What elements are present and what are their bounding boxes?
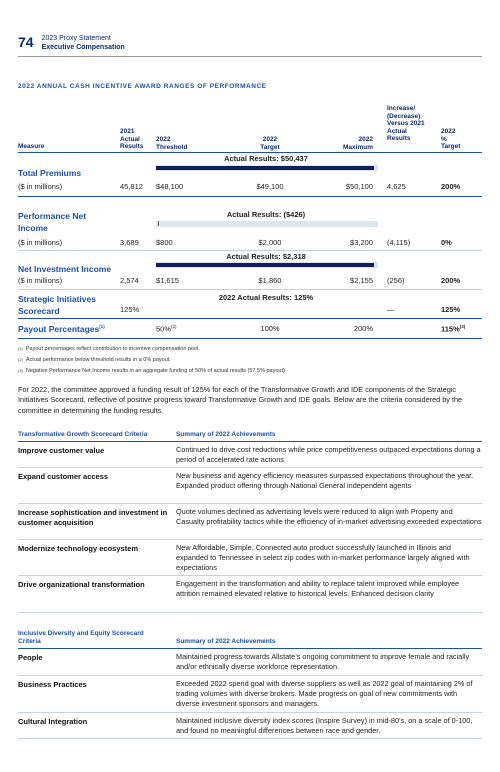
bar-fill-nii — [156, 263, 374, 267]
row-rule — [18, 318, 482, 319]
unit-pni: ($ in millions) — [18, 238, 63, 247]
change-total-premiums: 4,625 — [387, 182, 406, 191]
col-header-measure: Measure — [18, 143, 45, 150]
col-header-change: Increase/ (Decrease) Versus 2021 Actual Results — [387, 105, 425, 142]
pct-target-nii: 200% — [441, 276, 461, 285]
ide-header-criteria: Inclusive Diversity and Equity Scorecard Criteria — [18, 630, 144, 645]
tg-header-rule — [18, 441, 482, 442]
pct-target-sis: 125% — [441, 305, 461, 314]
actual-2021-pni: 3,689 — [120, 238, 139, 247]
tg-criteria: Increase sophistication and investment in customer acquisition — [18, 508, 168, 527]
ide-header-summary: Summary of 2022 Achievements — [176, 638, 276, 645]
row-rule — [18, 575, 482, 576]
footnote: $^{(1)}$ Payout percentages reflect contribution to incentive compensation pool. — [18, 346, 200, 352]
change-sis: — — [387, 305, 395, 314]
ide-summary: Maintained inclusive diversity index scores (Inspire Survey) in mid-80’s, on a scale of 0-100, and found no meaningful differences between race and gender. — [176, 716, 473, 736]
row-rule — [18, 539, 482, 540]
tg-summary: Continued to drive cost reductions while price competitiveness outpaced expectations during a period of accelerated rate actions — [176, 445, 481, 465]
page-header — [18, 35, 125, 52]
threshold-pni: $800 — [156, 238, 173, 247]
col-header-2021-actual: 2021 Actual Results — [120, 128, 144, 150]
change-pni: (4,115) — [387, 238, 411, 247]
row-rule — [18, 289, 482, 290]
measure-pni: Performance Net Income — [18, 211, 87, 233]
threshold-total-premiums: $48,100 — [156, 182, 184, 191]
unit-nii: ($ in millions) — [18, 276, 63, 285]
maximum-pni: $3,200 — [350, 238, 373, 247]
target-pni: $2,000 — [258, 238, 282, 247]
row-rule — [18, 712, 482, 713]
section-title: 2022 ANNUAL CASH INCENTIVE AWARD RANGES OF PERFORMANCE — [18, 83, 267, 90]
actual-2021-total-premiums: 45,812 — [120, 182, 143, 191]
footnote: $^{(3)}$ Negative Performance Net Income results in an aggregate funding of 50% of actual results (57.5% payout) — [18, 368, 285, 374]
change-nii: (256) — [387, 276, 405, 285]
bar-fill-pni — [158, 221, 159, 226]
ide-summary: Exceeded 2022 spend goal with diverse suppliers as well as 2022 goal of maintaining 2% of trading volumes with diverse brokers. Made progress on goal of new commitments with diverse investment sponsors and managers. — [176, 679, 473, 709]
row-rule — [18, 338, 482, 339]
tg-criteria: Modernize technology ecosystem — [18, 544, 139, 553]
row-rule — [18, 503, 482, 504]
ide-header-rule — [18, 648, 482, 649]
row-rule — [18, 612, 482, 613]
ide-criteria: Business Practices — [18, 680, 87, 689]
tg-header-summary: Summary of 2022 Achievements — [176, 431, 276, 438]
doc-title: 2023 Proxy Statement — [41, 35, 111, 42]
pct-target-total-premiums: 200% — [441, 182, 461, 191]
tg-criteria: Improve customer value — [18, 446, 105, 455]
actual-2021-sis: 125% — [120, 305, 140, 314]
bar-track-pni — [156, 221, 378, 227]
body-paragraph: For 2022, the committee approved a funding result of 125% for each of the Transformative Growth and IDE components of the Strategic Initiatives Scorecard, reflective of positive progress toward Transformative Growth and IDE goals. Below are the criteria considered by the committee in determining the funding results. — [18, 385, 463, 415]
maximum-total-premiums: $50,100 — [345, 182, 373, 191]
threshold-nii: $1,615 — [156, 276, 179, 285]
tg-summary: New business and agency efficiency measures surpassed expectations throughout the year. Expanded product offering through National General independent agents — [176, 471, 474, 491]
row-rule — [18, 467, 482, 468]
target-nii: $1,860 — [258, 276, 282, 285]
bar-label-pni: Actual Results: ($426) — [226, 210, 306, 219]
bar-fill-total-premiums — [156, 166, 374, 170]
payout-pct: 115%$^{(3)}$ — [441, 324, 466, 334]
tg-summary: New Affordable, Simple, Connected auto product successfully launched in Illinois and expanded to Tennessee in select zip codes with in-market performance largely aligned with expectations — [176, 543, 470, 573]
target-total-premiums: $49,100 — [256, 182, 284, 191]
bar-label-nii: Actual Results: $2,318 — [226, 252, 306, 261]
payout-label: Payout Percentages$^{(1)}$ — [18, 324, 105, 334]
measure-nii: Net Investment Income — [18, 264, 112, 274]
actual-2021-nii: 2,574 — [120, 276, 139, 285]
bar-label-sis: 2022 Actual Results: 125% — [218, 293, 314, 302]
pct-target-pni: 0% — [441, 238, 452, 247]
payout-maximum: 200% — [353, 324, 373, 333]
row-rule — [18, 675, 482, 676]
footnote: $^{(2)}$ Actual performance below threshold results in a 0% payout. — [18, 357, 171, 363]
ide-criteria: People — [18, 653, 43, 662]
col-header-target: 2022 Target — [260, 136, 280, 151]
table-header-rule — [18, 152, 482, 153]
header-rule — [18, 56, 482, 57]
payout-threshold: 50%$^{(2)}$ — [156, 324, 177, 334]
col-header-maximum: 2022 Maximum — [343, 136, 373, 151]
tg-criteria: Expand customer access — [18, 472, 109, 481]
maximum-nii: $2,155 — [350, 276, 373, 285]
bar-label-total-premiums: Actual Results: $50,437 — [224, 154, 308, 163]
tg-criteria: Drive organizational transformation — [18, 580, 145, 589]
tg-summary: Quote volumes declined as advertising levels were reduced to align with Property and Casualty profitability tactics while the efficiency of in-market advertising exceeded expectations — [176, 507, 482, 527]
ide-summary: Maintained progress towards Allstate’s ongoing commitment to improve female and racially and/or ethnically diverse workforce representation. — [176, 652, 470, 672]
col-header-threshold: 2022 Threshold — [156, 136, 188, 151]
measure-sis: Strategic Initiatives Scorecard — [18, 294, 96, 316]
row-rule — [18, 196, 482, 197]
unit-total-premiums: ($ in millions) — [18, 182, 63, 191]
row-rule — [18, 738, 482, 739]
page-number: 74 — [18, 34, 34, 50]
payout-target: 100% — [260, 324, 280, 333]
measure-total-premiums: Total Premiums — [18, 168, 82, 178]
col-header-pct-target: 2022 % Target — [441, 128, 461, 150]
row-rule — [18, 250, 482, 251]
section-name: Executive Compensation — [41, 43, 125, 51]
ide-criteria: Cultural Integration — [18, 717, 88, 726]
tg-summary: Engagement in the transformation and ability to replace talent improved while employee attrition remained elevated relative to historical levels. Enhanced decision clarity — [176, 579, 460, 599]
tg-header-criteria: Transformative Growth Scorecard Criteria — [18, 431, 148, 438]
